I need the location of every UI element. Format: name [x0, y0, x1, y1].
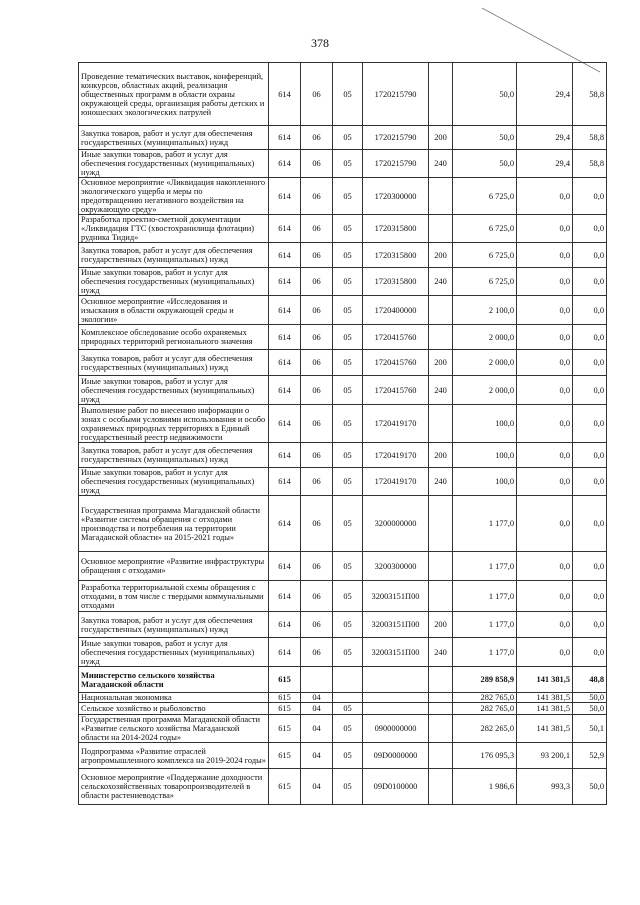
- row-section-code: 04: [301, 693, 333, 703]
- row-section-code: 06: [301, 612, 333, 638]
- table-row: [79, 703, 607, 715]
- row-name: Иные закупки товаров, работ и услуг для обеспечения государственных (муниципальных) нужд: [79, 376, 269, 405]
- row-name: Министерство сельского хозяйства Магаданской области: [79, 667, 269, 693]
- row-execution-percent: 58,8: [573, 150, 607, 178]
- page-number: 378: [311, 36, 329, 50]
- row-admin-code: 614: [269, 215, 301, 243]
- row-section-code: 04: [301, 703, 333, 715]
- row-executed-amount: 0,0: [517, 215, 573, 243]
- row-name: Основное мероприятие «Ликвидация накопленного экологического ущерба и меры по предотвращению негативного воздействия на окружающую среду»: [79, 178, 269, 215]
- row-expense-type: 200: [429, 350, 453, 376]
- row-name: Иные закупки товаров, работ и услуг для обеспечения государственных (муниципальных) нужд: [79, 468, 269, 496]
- row-executed-amount: 0,0: [517, 268, 573, 296]
- row-target-article: 1720300000: [363, 178, 429, 215]
- row-execution-percent: 0,0: [573, 552, 607, 581]
- table-row: [79, 769, 607, 805]
- row-section-code: 06: [301, 150, 333, 178]
- row-subsection-code: 05: [333, 150, 363, 178]
- row-admin-code: 615: [269, 715, 301, 743]
- row-name: Национальная экономика: [79, 693, 269, 703]
- row-expense-type: [429, 63, 453, 126]
- row-expense-type: [429, 703, 453, 715]
- row-admin-code: 614: [269, 325, 301, 350]
- row-execution-percent: 0,0: [573, 405, 607, 443]
- row-execution-percent: 50,1: [573, 715, 607, 743]
- row-target-article: 3200000000: [363, 496, 429, 552]
- row-subsection-code: 05: [333, 552, 363, 581]
- row-execution-percent: 0,0: [573, 215, 607, 243]
- table-row: [79, 405, 607, 443]
- row-planned-amount: 6 725,0: [453, 215, 517, 243]
- row-planned-amount: 282 765,0: [453, 693, 517, 703]
- row-subsection-code: 05: [333, 243, 363, 268]
- row-executed-amount: 141 381,5: [517, 667, 573, 693]
- row-expense-type: [429, 405, 453, 443]
- row-target-article: 1720215790: [363, 63, 429, 126]
- row-section-code: 06: [301, 350, 333, 376]
- row-planned-amount: 2 100,0: [453, 296, 517, 325]
- row-admin-code: 614: [269, 243, 301, 268]
- row-name: Иные закупки товаров, работ и услуг для обеспечения государственных (муниципальных) нужд: [79, 638, 269, 667]
- row-target-article: 1720415760: [363, 350, 429, 376]
- row-admin-code: 614: [269, 612, 301, 638]
- row-name: Основное мероприятие «Поддержание доходности сельскохозяйственных товаропроизводителей в области растениеводства»: [79, 769, 269, 805]
- row-admin-code: 614: [269, 350, 301, 376]
- row-section-code: 06: [301, 376, 333, 405]
- row-admin-code: 614: [269, 443, 301, 468]
- row-execution-percent: 50,0: [573, 693, 607, 703]
- row-planned-amount: 50,0: [453, 63, 517, 126]
- row-expense-type: [429, 215, 453, 243]
- row-execution-percent: 0,0: [573, 325, 607, 350]
- row-admin-code: 614: [269, 150, 301, 178]
- row-subsection-code: 05: [333, 376, 363, 405]
- row-admin-code: 614: [269, 178, 301, 215]
- table-row: [79, 350, 607, 376]
- row-admin-code: 615: [269, 693, 301, 703]
- row-planned-amount: 6 725,0: [453, 178, 517, 215]
- row-subsection-code: 05: [333, 769, 363, 805]
- row-executed-amount: 0,0: [517, 581, 573, 612]
- row-name: Закупка товаров, работ и услуг для обеспечения государственных (муниципальных) нужд: [79, 126, 269, 150]
- row-execution-percent: 0,0: [573, 268, 607, 296]
- budget-table: [78, 62, 607, 805]
- row-target-article: 1720215790: [363, 126, 429, 150]
- row-subsection-code: 05: [333, 325, 363, 350]
- row-name: Закупка товаров, работ и услуг для обеспечения государственных (муниципальных) нужд: [79, 243, 269, 268]
- row-admin-code: 614: [269, 468, 301, 496]
- row-execution-percent: 58,8: [573, 126, 607, 150]
- row-planned-amount: 176 095,3: [453, 743, 517, 769]
- row-target-article: 1720419170: [363, 443, 429, 468]
- row-expense-type: [429, 667, 453, 693]
- row-expense-type: [429, 325, 453, 350]
- row-executed-amount: 141 381,5: [517, 693, 573, 703]
- row-planned-amount: 1 986,6: [453, 769, 517, 805]
- row-admin-code: 615: [269, 703, 301, 715]
- table-row: [79, 178, 607, 215]
- row-subsection-code: 05: [333, 443, 363, 468]
- row-execution-percent: 48,8: [573, 667, 607, 693]
- table-row: [79, 581, 607, 612]
- row-name: Государственная программа Магаданской области «Развитие сельского хозяйства Магаданской области на 2014-2024 годы»: [79, 715, 269, 743]
- row-expense-type: 240: [429, 376, 453, 405]
- row-section-code: 06: [301, 243, 333, 268]
- row-admin-code: 614: [269, 268, 301, 296]
- row-executed-amount: 993,3: [517, 769, 573, 805]
- row-expense-type: [429, 743, 453, 769]
- row-planned-amount: 50,0: [453, 126, 517, 150]
- row-subsection-code: 05: [333, 715, 363, 743]
- row-section-code: 06: [301, 405, 333, 443]
- row-expense-type: 240: [429, 638, 453, 667]
- row-subsection-code: 05: [333, 296, 363, 325]
- row-target-article: 1720415760: [363, 376, 429, 405]
- row-executed-amount: 141 381,5: [517, 715, 573, 743]
- row-executed-amount: 0,0: [517, 612, 573, 638]
- row-execution-percent: 0,0: [573, 496, 607, 552]
- row-expense-type: [429, 178, 453, 215]
- row-target-article: 1720415760: [363, 325, 429, 350]
- row-executed-amount: 141 381,5: [517, 703, 573, 715]
- row-target-article: 09D0000000: [363, 743, 429, 769]
- table-row: [79, 63, 607, 126]
- row-subsection-code: 05: [333, 178, 363, 215]
- table-row: [79, 468, 607, 496]
- row-admin-code: 614: [269, 581, 301, 612]
- row-admin-code: 614: [269, 296, 301, 325]
- row-section-code: 06: [301, 581, 333, 612]
- row-executed-amount: 0,0: [517, 178, 573, 215]
- row-planned-amount: 100,0: [453, 468, 517, 496]
- row-expense-type: [429, 715, 453, 743]
- row-planned-amount: 1 177,0: [453, 612, 517, 638]
- row-admin-code: 614: [269, 63, 301, 126]
- row-subsection-code: [333, 667, 363, 693]
- row-planned-amount: 2 000,0: [453, 325, 517, 350]
- row-executed-amount: 0,0: [517, 243, 573, 268]
- row-executed-amount: 29,4: [517, 126, 573, 150]
- row-planned-amount: 282 765,0: [453, 703, 517, 715]
- row-admin-code: 615: [269, 667, 301, 693]
- row-target-article: [363, 693, 429, 703]
- budget-table-body: [79, 63, 607, 805]
- row-section-code: 06: [301, 296, 333, 325]
- row-execution-percent: 0,0: [573, 178, 607, 215]
- row-executed-amount: 93 200,1: [517, 743, 573, 769]
- row-planned-amount: 1 177,0: [453, 552, 517, 581]
- row-planned-amount: 6 725,0: [453, 243, 517, 268]
- row-name: Разработка проектно-сметной документации «Ликвидация ГТС (хвостохранилища флотации) рудника Тидид»: [79, 215, 269, 243]
- row-name: Комплексное обследование особо охраняемых природных территорий регионального значения: [79, 325, 269, 350]
- row-subsection-code: [333, 693, 363, 703]
- row-target-article: 1720315800: [363, 243, 429, 268]
- row-execution-percent: 0,0: [573, 350, 607, 376]
- row-subsection-code: 05: [333, 215, 363, 243]
- row-subsection-code: 05: [333, 405, 363, 443]
- row-section-code: 06: [301, 638, 333, 667]
- row-subsection-code: 05: [333, 63, 363, 126]
- row-executed-amount: 29,4: [517, 63, 573, 126]
- row-planned-amount: 289 858,9: [453, 667, 517, 693]
- row-admin-code: 614: [269, 126, 301, 150]
- row-executed-amount: 0,0: [517, 405, 573, 443]
- row-name: Основное мероприятие «Исследования и изыскания в области окружающей среды и экологии»: [79, 296, 269, 325]
- row-section-code: [301, 667, 333, 693]
- row-target-article: [363, 667, 429, 693]
- row-name: Закупка товаров, работ и услуг для обеспечения государственных (муниципальных) нужд: [79, 350, 269, 376]
- row-name: Разработка территориальной схемы обращения с отходами, в том числе с твердыми коммунальными отходами: [79, 581, 269, 612]
- row-execution-percent: 0,0: [573, 243, 607, 268]
- row-target-article: 3200300000: [363, 552, 429, 581]
- row-admin-code: 614: [269, 638, 301, 667]
- table-row: [79, 496, 607, 552]
- table-row: [79, 325, 607, 350]
- row-subsection-code: 05: [333, 703, 363, 715]
- row-admin-code: 614: [269, 376, 301, 405]
- row-target-article: 1720419170: [363, 468, 429, 496]
- row-section-code: 04: [301, 743, 333, 769]
- row-section-code: 06: [301, 268, 333, 296]
- row-admin-code: 614: [269, 496, 301, 552]
- table-row: [79, 667, 607, 693]
- row-target-article: 1720419170: [363, 405, 429, 443]
- row-executed-amount: 0,0: [517, 325, 573, 350]
- row-name: Закупка товаров, работ и услуг для обеспечения государственных (муниципальных) нужд: [79, 612, 269, 638]
- row-executed-amount: 0,0: [517, 638, 573, 667]
- row-expense-type: 240: [429, 268, 453, 296]
- row-target-article: 1720400000: [363, 296, 429, 325]
- row-planned-amount: 1 177,0: [453, 638, 517, 667]
- row-target-article: 1720315800: [363, 215, 429, 243]
- row-executed-amount: 0,0: [517, 468, 573, 496]
- table-row: [79, 296, 607, 325]
- row-name: Основное мероприятие «Развитие инфраструктуры обращения с отходами»: [79, 552, 269, 581]
- row-execution-percent: 0,0: [573, 581, 607, 612]
- row-executed-amount: 0,0: [517, 496, 573, 552]
- row-section-code: 04: [301, 715, 333, 743]
- row-expense-type: 200: [429, 126, 453, 150]
- row-subsection-code: 05: [333, 612, 363, 638]
- row-name: Сельское хозяйство и рыболовство: [79, 703, 269, 715]
- row-admin-code: 614: [269, 405, 301, 443]
- row-execution-percent: 0,0: [573, 376, 607, 405]
- row-expense-type: [429, 496, 453, 552]
- table-row: [79, 126, 607, 150]
- row-executed-amount: 0,0: [517, 296, 573, 325]
- row-subsection-code: 05: [333, 743, 363, 769]
- row-execution-percent: 0,0: [573, 612, 607, 638]
- row-expense-type: 200: [429, 612, 453, 638]
- row-section-code: 06: [301, 443, 333, 468]
- row-execution-percent: 52,9: [573, 743, 607, 769]
- row-section-code: 06: [301, 552, 333, 581]
- table-row: [79, 268, 607, 296]
- row-planned-amount: 100,0: [453, 405, 517, 443]
- row-executed-amount: 0,0: [517, 443, 573, 468]
- row-name: Иные закупки товаров, работ и услуг для обеспечения государственных (муниципальных) нужд: [79, 268, 269, 296]
- row-section-code: 06: [301, 215, 333, 243]
- row-expense-type: 240: [429, 468, 453, 496]
- row-name: Иные закупки товаров, работ и услуг для обеспечения государственных (муниципальных) нужд: [79, 150, 269, 178]
- table-row: [79, 215, 607, 243]
- row-target-article: 1720215790: [363, 150, 429, 178]
- row-section-code: 06: [301, 178, 333, 215]
- row-planned-amount: 1 177,0: [453, 496, 517, 552]
- row-target-article: 32003151П00: [363, 638, 429, 667]
- row-expense-type: [429, 581, 453, 612]
- row-target-article: 09D0100000: [363, 769, 429, 805]
- row-planned-amount: 2 000,0: [453, 350, 517, 376]
- row-name: Выполнение работ по внесению информации о зонах с особыми условиями использования и особо охраняемых природных территориях в Единый государственный реестр недвижимости: [79, 405, 269, 443]
- row-planned-amount: 1 177,0: [453, 581, 517, 612]
- row-execution-percent: 50,0: [573, 703, 607, 715]
- row-subsection-code: 05: [333, 350, 363, 376]
- row-subsection-code: 05: [333, 638, 363, 667]
- row-executed-amount: 0,0: [517, 350, 573, 376]
- row-executed-amount: 0,0: [517, 376, 573, 405]
- row-admin-code: 615: [269, 769, 301, 805]
- row-name: Закупка товаров, работ и услуг для обеспечения государственных (муниципальных) нужд: [79, 443, 269, 468]
- row-expense-type: [429, 769, 453, 805]
- row-name: Подпрограмма «Развитие отраслей агропромышленного комплекса на 2019-2024 годы»: [79, 743, 269, 769]
- row-expense-type: 240: [429, 150, 453, 178]
- row-expense-type: [429, 552, 453, 581]
- row-subsection-code: 05: [333, 581, 363, 612]
- row-subsection-code: 05: [333, 126, 363, 150]
- row-name: Проведение тематических выставок, конференций, конкурсов, областных акций, реализация общественных программ в области охраны окружающей среды, организация работы детских и юношеских экологических патрулей: [79, 63, 269, 126]
- row-section-code: 06: [301, 63, 333, 126]
- table-row: [79, 150, 607, 178]
- row-execution-percent: 50,0: [573, 769, 607, 805]
- row-admin-code: 614: [269, 552, 301, 581]
- row-planned-amount: 6 725,0: [453, 268, 517, 296]
- row-target-article: 32003151П00: [363, 612, 429, 638]
- row-execution-percent: 0,0: [573, 296, 607, 325]
- table-row: [79, 693, 607, 703]
- table-row: [79, 743, 607, 769]
- row-target-article: 0900000000: [363, 715, 429, 743]
- row-section-code: 06: [301, 496, 333, 552]
- row-admin-code: 615: [269, 743, 301, 769]
- table-row: [79, 376, 607, 405]
- row-name: Государственная программа Магаданской области «Развитие системы обращения с отходами производства и потребления на территории Магаданской области» на 2015-2021 годы»: [79, 496, 269, 552]
- row-planned-amount: 50,0: [453, 150, 517, 178]
- row-executed-amount: 0,0: [517, 552, 573, 581]
- row-target-article: [363, 703, 429, 715]
- row-execution-percent: 0,0: [573, 468, 607, 496]
- table-row: [79, 243, 607, 268]
- row-planned-amount: 282 265,0: [453, 715, 517, 743]
- row-expense-type: 200: [429, 243, 453, 268]
- row-planned-amount: 2 000,0: [453, 376, 517, 405]
- table-row: [79, 612, 607, 638]
- row-target-article: 32003151П00: [363, 581, 429, 612]
- table-row: [79, 638, 607, 667]
- row-target-article: 1720315800: [363, 268, 429, 296]
- row-execution-percent: 0,0: [573, 638, 607, 667]
- row-section-code: 06: [301, 468, 333, 496]
- row-section-code: 04: [301, 769, 333, 805]
- row-execution-percent: 58,8: [573, 63, 607, 126]
- row-planned-amount: 100,0: [453, 443, 517, 468]
- row-execution-percent: 0,0: [573, 443, 607, 468]
- row-section-code: 06: [301, 325, 333, 350]
- table-row: [79, 552, 607, 581]
- row-executed-amount: 29,4: [517, 150, 573, 178]
- table-row: [79, 715, 607, 743]
- row-subsection-code: 05: [333, 268, 363, 296]
- row-section-code: 06: [301, 126, 333, 150]
- table-row: [79, 443, 607, 468]
- row-expense-type: [429, 296, 453, 325]
- row-expense-type: 200: [429, 443, 453, 468]
- row-subsection-code: 05: [333, 496, 363, 552]
- row-subsection-code: 05: [333, 468, 363, 496]
- row-expense-type: [429, 693, 453, 703]
